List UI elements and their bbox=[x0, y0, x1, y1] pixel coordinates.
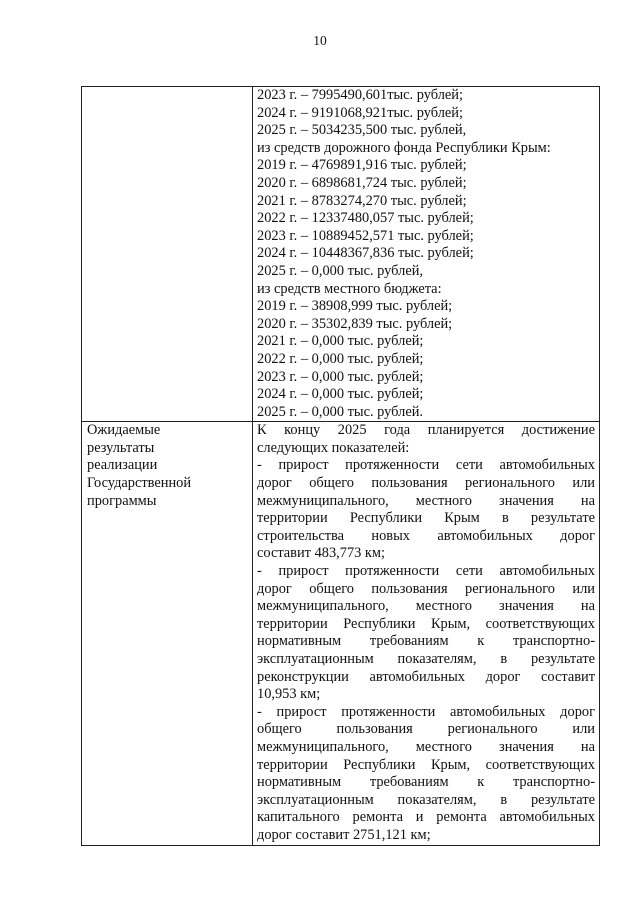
expected-results-line: составит 483,773 км; bbox=[257, 545, 386, 562]
financing-line: 2024 г. – 0,000 тыс. рублей; bbox=[257, 386, 424, 403]
page-number: 10 bbox=[313, 33, 327, 48]
expected-results-line: межмуниципального, местного значения на bbox=[257, 598, 595, 615]
expected-results-line: территории Республики Крым, соответствующих bbox=[257, 615, 595, 632]
financing-line: из средств местного бюджета: bbox=[257, 280, 442, 297]
expected-results-label-line: Ожидаемые bbox=[87, 422, 161, 439]
expected-results-line: территории Республики Крым, соответствующих bbox=[257, 756, 595, 773]
expected-results-line: эксплуатационным показателям, в результате bbox=[257, 651, 595, 667]
expected-results-line: - прирост протяженности сети автомобильных bbox=[257, 457, 595, 474]
expected-results-line: нормативным требованиям к транспортно- bbox=[257, 774, 595, 791]
expected-results-line: дорог составит 2751,121 км; bbox=[257, 826, 431, 843]
expected-results-label-line: результаты bbox=[87, 439, 155, 456]
financing-line: 2023 г. – 10889452,571 тыс. рублей; bbox=[257, 227, 474, 244]
expected-results-line: - прирост протяженности автомобильных дорог bbox=[257, 703, 595, 720]
expected-results-line: реконструкции автомобильных дорог составит bbox=[257, 668, 595, 685]
financing-line: 2020 г. – 35302,839 тыс. рублей; bbox=[257, 315, 453, 332]
financing-line: 2023 г. – 7995490,601тыс. рублей; bbox=[257, 87, 463, 103]
financing-line: 2021 г. – 8783274,270 тыс. рублей; bbox=[257, 192, 467, 209]
expected-results-label-line: реализации bbox=[87, 457, 158, 474]
expected-results-line: 10,953 км; bbox=[257, 686, 321, 703]
financing-line: 2024 г. – 9191068,921тыс. рублей; bbox=[257, 104, 463, 121]
program-passport-table bbox=[81, 86, 600, 846]
expected-results-line: дорог общего пользования регионального или bbox=[257, 580, 595, 597]
expected-results-line: эксплуатационным показателям, в результате bbox=[257, 791, 595, 808]
expected-results-line: капитального ремонта и ремонта автомобильных bbox=[257, 809, 595, 826]
row1-content-cell bbox=[253, 87, 600, 422]
table-row-financing bbox=[82, 87, 600, 422]
financing-line: 2022 г. – 12337480,057 тыс. рублей; bbox=[257, 210, 474, 227]
expected-results-label-line: программы bbox=[87, 492, 157, 509]
expected-results-line: - прирост протяженности сети автомобильных bbox=[257, 563, 595, 580]
expected-results-line: межмуниципального, местного значения на bbox=[257, 492, 595, 509]
financing-line: 2024 г. – 10448367,836 тыс. рублей; bbox=[257, 245, 474, 262]
expected-results-line: межмуниципального, местного значения на bbox=[257, 738, 595, 755]
financing-line: 2019 г. – 38908,999 тыс. рублей; bbox=[257, 298, 453, 315]
financing-line: 2025 г. – 0,000 тыс. рублей. bbox=[257, 403, 424, 420]
financing-line: 2022 г. – 0,000 тыс. рублей; bbox=[257, 350, 424, 367]
expected-results-line: общего пользования регионального или bbox=[257, 721, 595, 738]
financing-line: 2025 г. – 0,000 тыс. рублей, bbox=[257, 262, 424, 279]
financing-line: 2019 г. – 4769891,916 тыс. рублей; bbox=[257, 157, 467, 174]
row2-content-cell bbox=[253, 422, 600, 845]
row2-label-cell bbox=[82, 422, 253, 845]
expected-results-line: нормативным требованиям к транспортно- bbox=[257, 633, 595, 650]
table-row-expected-results bbox=[82, 422, 600, 845]
expected-results-line: строительства новых автомобильных дорог bbox=[257, 527, 595, 544]
expected-results-line: следующих показателей: bbox=[257, 439, 410, 456]
expected-results-line: дорог общего пользования регионального или bbox=[257, 475, 595, 492]
expected-results-line: К концу 2025 года планируется достижение bbox=[257, 422, 595, 439]
expected-results-label-line: Государственной bbox=[87, 475, 192, 492]
row1-label-cell bbox=[82, 87, 253, 422]
expected-results-line: территории Республики Крым в результате bbox=[257, 510, 595, 527]
financing-line: 2023 г. – 0,000 тыс. рублей; bbox=[257, 368, 424, 385]
financing-line: 2021 г. – 0,000 тыс. рублей; bbox=[257, 333, 424, 350]
financing-line: 2025 г. – 5034235,500 тыс. рублей, bbox=[257, 122, 467, 139]
financing-line: 2020 г. – 6898681,724 тыс. рублей; bbox=[257, 174, 467, 191]
financing-line: из средств дорожного фонда Республики Крым: bbox=[257, 139, 551, 156]
